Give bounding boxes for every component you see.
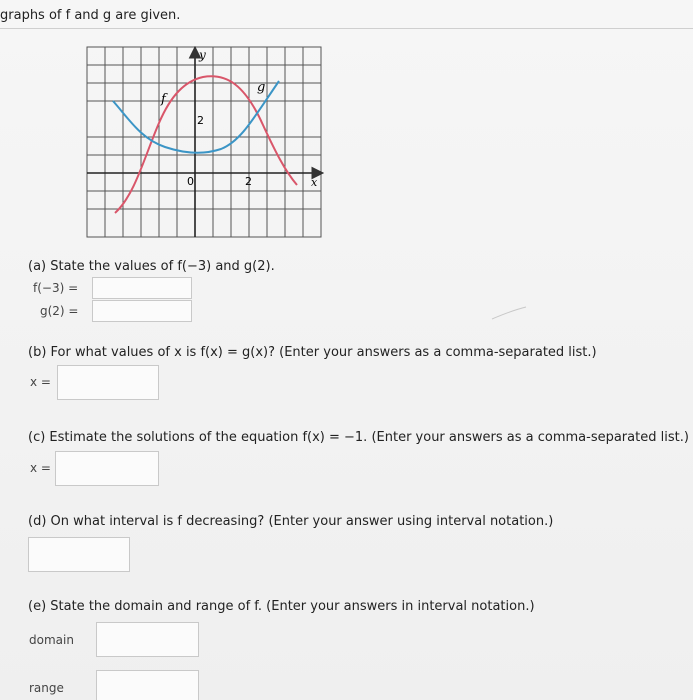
d-answer-input[interactable] — [28, 537, 130, 572]
f-label: f — [161, 92, 166, 107]
x-tick-2: 2 — [245, 175, 252, 188]
domain-input[interactable] — [96, 622, 199, 657]
domain-label: domain — [29, 633, 74, 647]
f-curve — [113, 81, 279, 153]
y-tick-2: 2 — [197, 114, 204, 127]
x-axis-label: x — [311, 176, 318, 189]
f-minus3-label: f(−3) = — [33, 281, 79, 295]
grid — [87, 47, 321, 237]
f-minus3-input[interactable] — [92, 277, 192, 299]
g2-input[interactable] — [92, 300, 192, 322]
b-answer-input[interactable] — [57, 365, 159, 400]
question-c: (c) Estimate the solutions of the equation f(x) = −1. (Enter your answers as a comma-separated list.) — [28, 430, 689, 445]
function-graph — [85, 45, 325, 243]
b-x-label: x = — [30, 375, 51, 389]
question-a: (a) State the values of f(−3) and g(2). — [28, 259, 275, 274]
c-x-label: x = — [30, 461, 51, 475]
c-answer-input[interactable] — [55, 451, 159, 486]
question-d: (d) On what interval is f decreasing? (Enter your answer using interval notation.) — [28, 514, 554, 529]
x-tick-0: 0 — [187, 175, 194, 188]
range-input[interactable] — [96, 670, 199, 700]
pen-mark — [490, 305, 530, 323]
divider — [0, 28, 693, 29]
question-e: (e) State the domain and range of f. (Enter your answers in interval notation.) — [28, 599, 535, 614]
g2-label: g(2) = — [40, 304, 79, 318]
g-label: g — [257, 80, 266, 95]
header-text: graphs of f and g are given. — [0, 8, 181, 23]
g-curve — [115, 76, 297, 213]
question-b: (b) For what values of x is f(x) = g(x)? (Enter your answers as a comma-separated list.) — [28, 345, 597, 360]
range-label: range — [29, 681, 64, 695]
y-axis-label: y — [199, 48, 206, 62]
